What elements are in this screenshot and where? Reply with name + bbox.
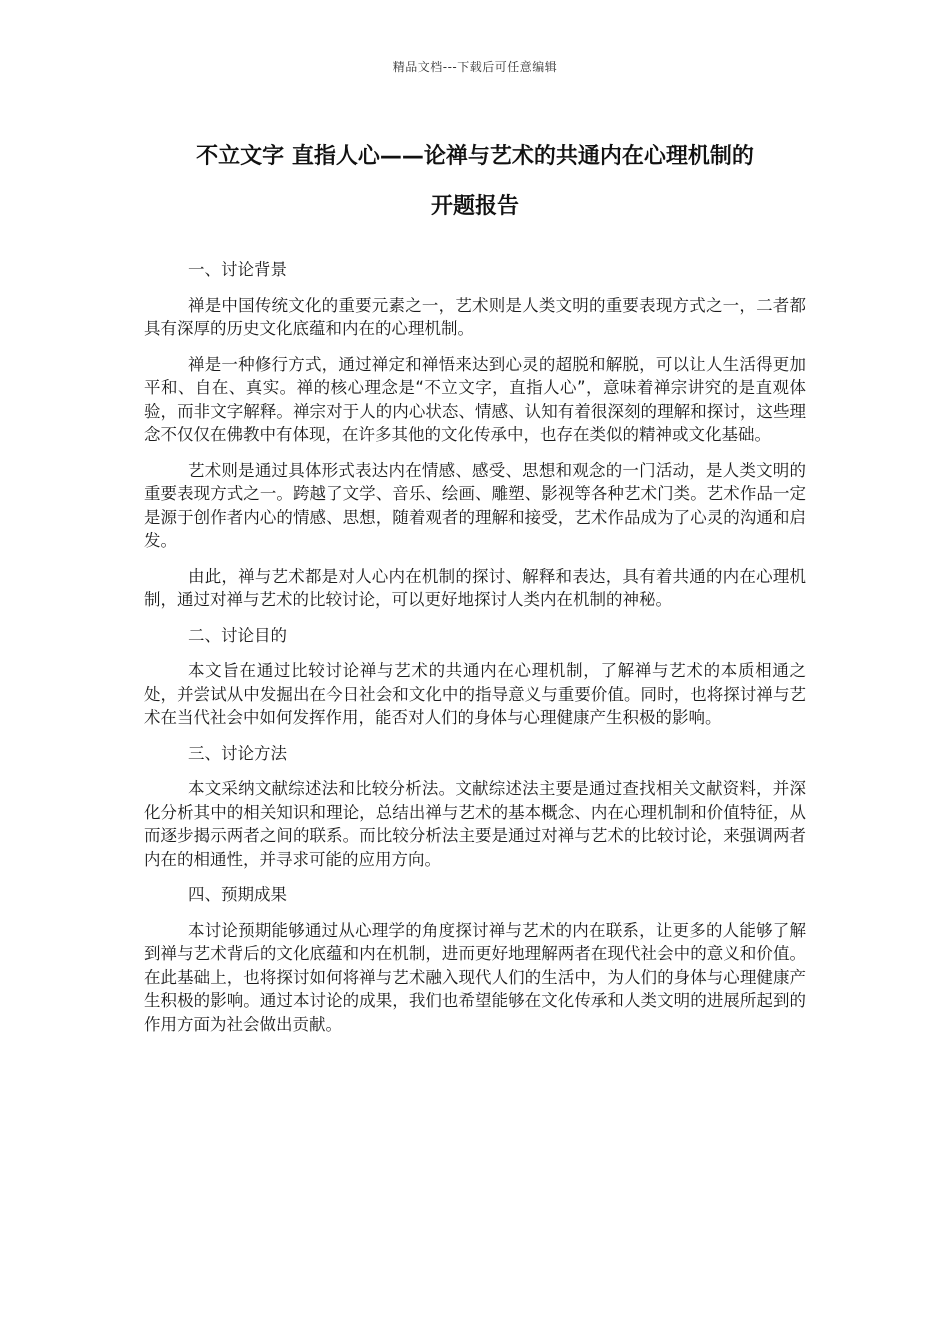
paragraph: 禅是中国传统文化的重要元素之一，艺术则是人类文明的重要表现方式之一，二者都具有深厚的历史文化底蕴和内在的心理机制。 xyxy=(144,295,806,338)
paragraph: 本讨论预期能够通过从心理学的角度探讨禅与艺术的内在联系，让更多的人能够了解到禅与艺术背后的文化底蕴和内在机制，进而更好地理解两者在现代社会中的意义和价值。在此基础上，也将探讨如何将禅与艺术融入现代人们的生活中，为人们的身体与心理健康产生积极的影响。通过本讨论的成果，我们也希望能够在文化传承和人类文明的进展所起到的作用方面为社会做出贡献。 xyxy=(144,920,806,1034)
section-background xyxy=(144,258,806,612)
section-heading: 二、讨论目的 xyxy=(188,625,287,645)
paragraph: 由此，禅与艺术都是对人心内在机制的探讨、解释和表达，具有着共通的内在心理机制，通过对禅与艺术的比较讨论，可以更好地探讨人类内在机制的神秘。 xyxy=(144,566,806,609)
paragraph: 禅是一种修行方式，通过禅定和禅悟来达到心灵的超脱和解脱，可以让人生活得更加平和、自在、真实。禅的核心理念是“不立文字，直指人心”，意味着禅宗讲究的是直观体验，而非文字解释。禅宗对于人的内心状态、情感、认知有着很深刻的理解和探讨，这些理念不仅仅在佛教中有体现，在许多其他的文化传承中，也存在类似的精神或文化基础。 xyxy=(144,354,806,444)
section-heading: 一、讨论背景 xyxy=(188,260,287,279)
section-method xyxy=(144,742,806,872)
section-purpose xyxy=(144,624,806,730)
section-expected-results xyxy=(144,883,806,1036)
document-title xyxy=(140,132,810,232)
title-line-1: 不立文字 直指人心——论禅与艺术的共通内在心理机制的 xyxy=(196,144,754,169)
title-line-2: 开题报告 xyxy=(430,194,519,219)
document-body xyxy=(144,258,806,1048)
section-heading: 四、预期成果 xyxy=(188,885,287,904)
section-heading: 三、讨论方法 xyxy=(188,743,287,763)
paragraph: 本文旨在通过比较讨论禅与艺术的共通内在心理机制，了解禅与艺术的本质相通之处，并尝试从中发掘出在今日社会和文化中的指导意义与重要价值。同时，也将探讨禅与艺术在当代社会中如何发挥作用，能否对人们的身体与心理健康产生积极的影响。 xyxy=(144,661,806,727)
paragraph: 本文采纳文献综述法和比较分析法。文献综述法主要是通过查找相关文献资料，并深化分析其中的相关知识和理论，总结出禅与艺术的基本概念、内在心理机制和价值特征，从而逐步揭示两者之间的联系。而比较分析法主要是通过对禅与艺术的比较讨论，来强调两者内在的相通性，并寻求可能的应用方向。 xyxy=(144,779,806,869)
header-note: 精品文档---下载后可任意编辑 xyxy=(392,60,558,74)
paragraph: 艺术则是通过具体形式表达内在情感、感受、思想和观念的一门活动，是人类文明的重要表现方式之一。跨越了文学、音乐、绘画、雕塑、影视等各种艺术门类。艺术作品一定是源于创作者内心的情感、思想，随着观者的理解和接受，艺术作品成为了心灵的沟通和启发。 xyxy=(144,460,806,550)
